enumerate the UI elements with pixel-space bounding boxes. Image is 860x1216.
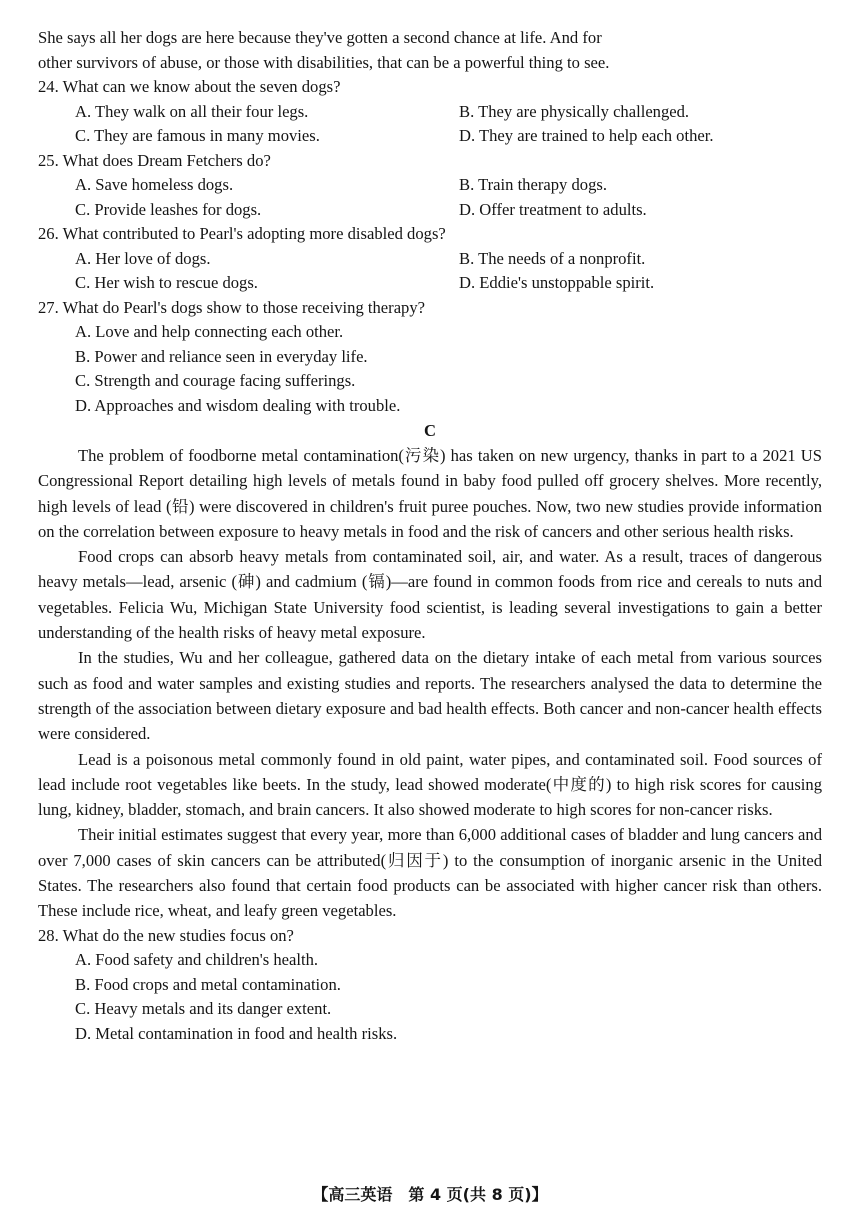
question-stem: 27. What do Pearl's dogs show to those receiving therapy? — [38, 297, 426, 317]
question-28 — [38, 924, 822, 1047]
option-b: B. They are physically challenged. — [459, 101, 690, 121]
option-c: C. They are famous in many movies. — [75, 126, 320, 145]
option-d: D. Approaches and wisdom dealing with trouble. — [75, 395, 401, 415]
option-c: C. Provide leashes for dogs. — [75, 199, 262, 219]
option-a: A. Love and help connecting each other. — [75, 322, 344, 341]
option-c: C. Heavy metals and its danger extent. — [75, 999, 332, 1019]
passage-b-ending — [38, 26, 822, 75]
question-stem: 25. What does Dream Fetchers do? — [38, 150, 271, 170]
question-stem: 26. What contributed to Pearl's adopting more disabled dogs? — [38, 224, 446, 243]
option-a: A. Food safety and children's health. — [75, 950, 319, 970]
option-b: B. Food crops and metal contamination. — [75, 974, 341, 994]
question-stem: 28. What do the new studies focus on? — [38, 925, 294, 945]
option-d: D. Eddie's unstoppable spirit. — [459, 273, 655, 292]
passage-paragraph: In the studies, Wu and her colleague, gathered data on the dietary intake of each metal from various sources such as food and water samples and existing studies and reports. The researchers analysed the data to determine the strength of the association between dietary exposure and bad health effects. Both cancer and non-cancer health effects were considered. — [38, 648, 822, 744]
passage-paragraph: Lead is a poisonous metal commonly found in old paint, water pipes, and contaminated soil. Food sources of lead include root vegetables like beets. In the study, lead showed moderate(中度的) to high risk scores for causing lung, kidney, bladder, stomach, and brain cancers. It also showed moderate to high scores for non-cancer risks. — [38, 749, 822, 820]
question-stem: 24. What can we know about the seven dogs? — [38, 77, 341, 96]
question-24 — [38, 75, 822, 149]
passage-paragraph: Their initial estimates suggest that every year, more than 6,000 additional cases of bladder and lung cancers and over 7,000 cases of skin cancers can be attributed(归因于) to the consumption of inorganic arsenic in the United States. The researchers also found that certain food products can be associated with higher cancer risk than others. These include rice, wheat, and leafy green vegetables. — [38, 825, 822, 921]
option-b: B. The needs of a nonprofit. — [459, 248, 646, 268]
option-a: A. Her love of dogs. — [75, 248, 211, 268]
option-b: B. Power and reliance seen in everyday life. — [75, 346, 368, 366]
question-25 — [38, 149, 822, 223]
option-a: A. They walk on all their four legs. — [75, 101, 309, 121]
text-line: other survivors of abuse, or those with disabilities, that can be a powerful thing to see. — [38, 52, 610, 72]
passage-c — [38, 443, 822, 924]
option-c: C. Her wish to rescue dogs. — [75, 273, 258, 292]
question-26 — [38, 222, 822, 296]
option-d: D. They are trained to help each other. — [459, 126, 714, 145]
option-c: C. Strength and courage facing sufferings. — [75, 371, 356, 390]
question-27 — [38, 296, 822, 419]
option-a: A. Save homeless dogs. — [75, 175, 234, 194]
page-footer: 【高三英语 第 4 页(共 8 页)】 — [312, 1185, 548, 1204]
option-d: D. Offer treatment to adults. — [459, 199, 647, 219]
text-line: She says all her dogs are here because they've gotten a second chance at life. And for — [38, 28, 602, 47]
option-b: B. Train therapy dogs. — [459, 175, 607, 194]
option-d: D. Metal contamination in food and health risks. — [75, 1023, 398, 1043]
exam-page — [38, 26, 822, 1046]
section-heading: C — [424, 421, 436, 440]
passage-paragraph: Food crops can absorb heavy metals from contaminated soil, air, and water. As a result, traces of dangerous heavy metals—lead, arsenic (砷) and cadmium (镉)—are found in common foods from rice and cereals to nuts and vegetables. Felicia Wu, Michigan State University food scientist, is leading several investigations to gain a better understanding of the health risks of heavy metal exposure. — [38, 547, 822, 643]
passage-paragraph: The problem of foodborne metal contamination(污染) has taken on new urgency, thanks in part to a 2021 US Congressional Report detailing high levels of metals found in baby food pulled off grocery shelves. More recently, high levels of lead (铅) were discovered in children's fruit puree pouches. Now, two new studies provide information on the correlation between exposure to heavy metals in food and the risk of cancers and other serious health risks. — [38, 446, 822, 541]
